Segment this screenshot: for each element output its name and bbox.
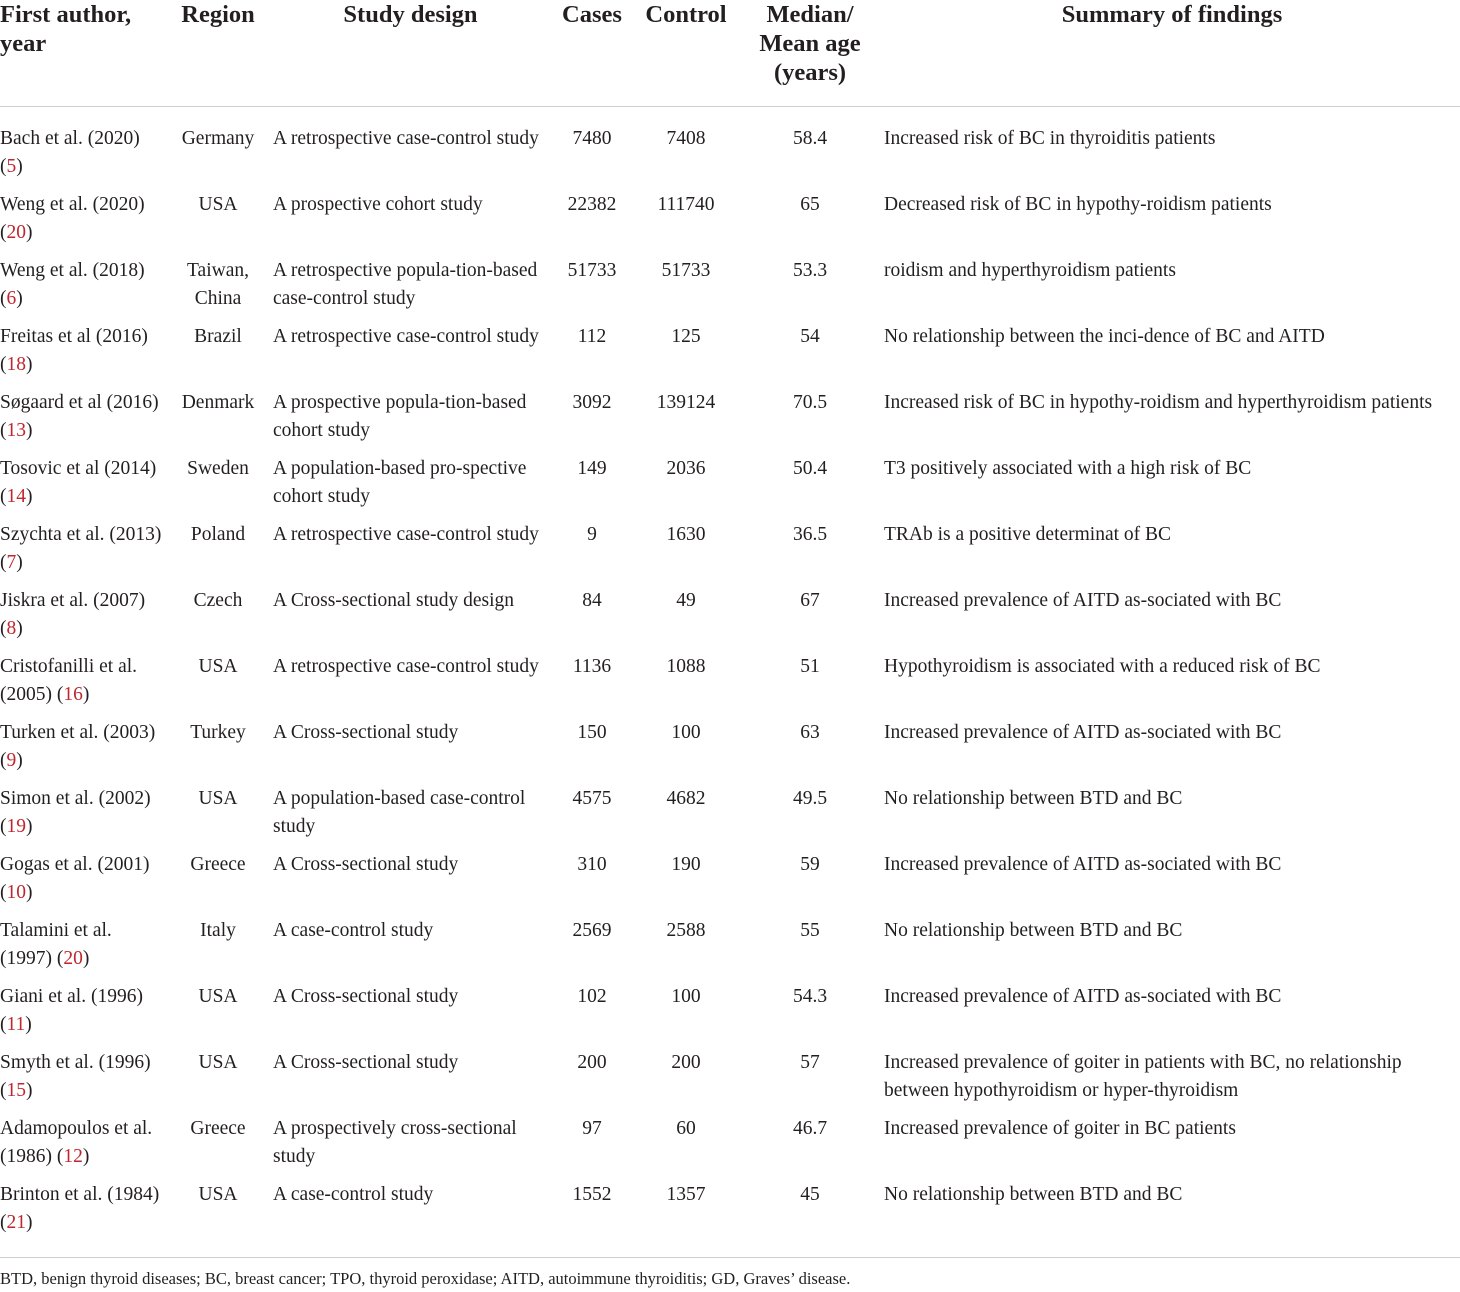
cell-summary: Increased prevalence of goiter in patients with BC, no relationship between hypothyroidism or hyper-thyroidism <box>884 1052 1402 1101</box>
table-row <box>0 323 1460 389</box>
cell-cases: 1552 <box>572 1184 612 1205</box>
cell-design: A Cross-sectional study <box>273 854 459 875</box>
cell-age: 63 <box>800 722 820 743</box>
author-text: Jiskra et al. (2007) <box>0 590 146 611</box>
reference-link[interactable]: 12 <box>63 1146 83 1167</box>
cell-summary: No relationship between BTD and BC <box>884 1184 1183 1205</box>
cell-cases: 3092 <box>572 392 612 413</box>
cell-control: 111740 <box>657 194 715 215</box>
footer-divider <box>0 1257 1460 1258</box>
cell-summary: T3 positively associated with a high risk of BC <box>884 458 1252 479</box>
cell-region: Taiwan, China <box>187 260 249 309</box>
cell-design: A prospective popula-tion-based cohort study <box>273 392 527 441</box>
cell-author: Brinton et al. (1984) (21) <box>0 1184 160 1233</box>
table-header <box>0 0 1460 107</box>
reference-link[interactable]: 10 <box>6 882 26 903</box>
reference-link[interactable]: 19 <box>6 816 26 837</box>
table-row <box>0 191 1460 257</box>
reference-link[interactable]: 21 <box>6 1212 26 1233</box>
cell-region: USA <box>198 1052 238 1073</box>
cell-cases: 150 <box>577 722 607 743</box>
cell-cases: 9 <box>587 524 597 545</box>
cell-age: 46.7 <box>792 1118 828 1139</box>
cell-control: 100 <box>671 986 701 1007</box>
reference-link[interactable]: 14 <box>6 486 26 507</box>
table-body <box>0 107 1460 1248</box>
header-author: First author, year <box>0 0 163 107</box>
cell-age: 67 <box>800 590 820 611</box>
reference-link[interactable]: 8 <box>6 618 17 639</box>
table-row <box>0 917 1460 983</box>
cell-control: 1630 <box>666 524 706 545</box>
cell-author: Szychta et al. (2013) (7) <box>0 524 162 573</box>
cell-age: 36.5 <box>792 524 828 545</box>
cell-control: 49 <box>676 590 696 611</box>
cell-author: Bach et al. (2020) (5) <box>0 128 140 177</box>
cell-summary: No relationship between BTD and BC <box>884 788 1183 809</box>
cell-age: 55 <box>800 920 820 941</box>
cell-design: A Cross-sectional study design <box>273 590 515 611</box>
cell-age: 58.4 <box>792 128 828 149</box>
author-text: Søgaard et al (2016) <box>0 392 159 413</box>
cell-author: Søgaard et al (2016) (13) <box>0 392 159 441</box>
cell-age: 54 <box>800 326 820 347</box>
table-row <box>0 257 1460 323</box>
table-row <box>0 785 1460 851</box>
cell-design: A prospective cohort study <box>273 194 483 215</box>
cell-design: A Cross-sectional study <box>273 1052 459 1073</box>
cell-age: 45 <box>800 1184 820 1205</box>
cell-region: Czech <box>193 590 243 611</box>
author-text: Tosovic et al (2014) <box>0 458 157 479</box>
cell-age: 57 <box>800 1052 820 1073</box>
table-row <box>0 389 1460 455</box>
author-text: Gogas et al. (2001) <box>0 854 150 875</box>
author-text: Adamopoulos et al. (1986) <box>0 1118 153 1167</box>
author-text: Weng et al. (2018) <box>0 260 145 281</box>
cell-control: 139124 <box>656 392 716 413</box>
cell-cases: 200 <box>577 1052 607 1073</box>
table-row <box>0 851 1460 917</box>
cell-cases: 84 <box>582 590 602 611</box>
author-text: Talamini et al. (1997) <box>0 920 112 969</box>
cell-author: Turken et al. (2003) (9) <box>0 722 156 771</box>
cell-design: A case-control study <box>273 920 434 941</box>
cell-author: Simon et al. (2002) (19) <box>0 788 151 837</box>
cell-cases: 97 <box>582 1118 602 1139</box>
cell-region: Denmark <box>181 392 255 413</box>
cell-design: A population-based case-control study <box>273 788 526 837</box>
author-text: Cristofanilli et al. (2005) <box>0 656 138 705</box>
cell-cases: 2569 <box>572 920 612 941</box>
cell-control: 7408 <box>666 128 706 149</box>
cell-design: A retrospective case-control study <box>273 326 539 347</box>
cell-control: 190 <box>671 854 701 875</box>
cell-summary: Increased prevalence of AITD as-sociated with BC <box>884 722 1282 743</box>
cell-region: Germany <box>181 128 255 149</box>
cell-author: Talamini et al. (1997) (20) <box>0 920 112 969</box>
cell-design: A Cross-sectional study <box>273 986 459 1007</box>
cell-age: 51 <box>800 656 820 677</box>
cell-control: 200 <box>671 1052 701 1073</box>
cell-cases: 112 <box>577 326 607 347</box>
table-row <box>0 653 1460 719</box>
reference-link[interactable]: 5 <box>6 156 17 177</box>
table-row <box>0 1181 1460 1247</box>
cell-author: Weng et al. (2018) (6) <box>0 260 145 309</box>
reference-link[interactable]: 6 <box>6 288 17 309</box>
author-text: Bach et al. (2020) <box>0 128 140 149</box>
reference-link[interactable]: 7 <box>6 552 17 573</box>
reference-link[interactable]: 16 <box>63 684 83 705</box>
cell-region: USA <box>198 656 238 677</box>
cell-author: Cristofanilli et al. (2005) (16) <box>0 656 138 705</box>
author-text: Turken et al. (2003) <box>0 722 156 743</box>
cell-design: A retrospective case-control study <box>273 524 539 545</box>
cell-author: Giani et al. (1996) (11) <box>0 986 143 1035</box>
cell-region: Greece <box>190 1118 246 1139</box>
cell-age: 54.3 <box>792 986 828 1007</box>
cell-author: Freitas et al (2016) (18) <box>0 326 148 375</box>
table-row <box>0 107 1460 192</box>
reference-link[interactable]: 11 <box>6 1014 26 1035</box>
cell-summary: Increased risk of BC in hypothy-roidism and hyperthyroidism patients <box>884 392 1433 413</box>
cell-control: 1357 <box>666 1184 706 1205</box>
reference-link[interactable]: 15 <box>6 1080 26 1101</box>
cell-control: 60 <box>676 1118 696 1139</box>
cell-design: A prospectively cross-sectional study <box>273 1118 517 1167</box>
cell-cases: 7480 <box>572 128 612 149</box>
cell-age: 53.3 <box>792 260 828 281</box>
author-text: Smyth et al. (1996) <box>0 1052 151 1073</box>
cell-region: Brazil <box>194 326 242 347</box>
cell-region: USA <box>198 1184 238 1205</box>
reference-link[interactable]: 9 <box>6 750 17 771</box>
header-cases: Cases <box>548 0 636 107</box>
cell-author: Smyth et al. (1996) (15) <box>0 1052 151 1101</box>
cell-summary: No relationship between the inci-dence of BC and AITD <box>884 326 1325 347</box>
table-footnote: BTD, benign thyroid diseases; BC, breast cancer; TPO, thyroid peroxidase; AITD, autoimmune thyroiditis; GD, Graves’ disease. <box>0 1269 851 1288</box>
cell-age: 59 <box>800 854 820 875</box>
cell-summary: Hypothyroidism is associated with a reduced risk of BC <box>884 656 1321 677</box>
author-text: Szychta et al. (2013) <box>0 524 162 545</box>
cell-cases: 310 <box>577 854 607 875</box>
cell-cases: 4575 <box>572 788 612 809</box>
table-row <box>0 521 1460 587</box>
cell-control: 2036 <box>666 458 706 479</box>
cell-summary: Increased prevalence of AITD as-sociated with BC <box>884 590 1282 611</box>
cell-cases: 1136 <box>572 656 612 677</box>
cell-design: A case-control study <box>273 1184 434 1205</box>
table-row <box>0 587 1460 653</box>
header-region: Region <box>163 0 273 107</box>
cell-author: Gogas et al. (2001) (10) <box>0 854 150 903</box>
cell-age: 50.4 <box>792 458 828 479</box>
table-row <box>0 719 1460 785</box>
header-control: Control <box>636 0 736 107</box>
cell-region: USA <box>198 788 238 809</box>
cell-control: 4682 <box>666 788 706 809</box>
author-text: Brinton et al. (1984) <box>0 1184 160 1205</box>
cell-design: A retrospective case-control study <box>273 128 539 149</box>
cell-cases: 51733 <box>567 260 617 281</box>
author-text: Simon et al. (2002) <box>0 788 151 809</box>
cell-region: Sweden <box>187 458 249 479</box>
cell-summary: TRAb is a positive determinat of BC <box>884 524 1172 545</box>
reference-link[interactable]: 20 <box>6 222 26 243</box>
table-row <box>0 455 1460 521</box>
reference-link[interactable]: 18 <box>6 354 26 375</box>
cell-cases: 22382 <box>567 194 617 215</box>
cell-control: 100 <box>671 722 701 743</box>
cell-summary: Decreased risk of BC in hypothy-roidism patients <box>884 194 1272 215</box>
cell-control: 125 <box>671 326 701 347</box>
cell-design: A population-based pro-spective cohort study <box>273 458 527 507</box>
reference-link[interactable]: 20 <box>63 948 83 969</box>
cell-age: 70.5 <box>792 392 828 413</box>
cell-control: 1088 <box>666 656 706 677</box>
cell-author: Weng et al. (2020) (20) <box>0 194 145 243</box>
cell-control: 2588 <box>666 920 706 941</box>
cell-design: A retrospective case-control study <box>273 656 539 677</box>
cell-author: Tosovic et al (2014) (14) <box>0 458 157 507</box>
author-text: Freitas et al (2016) <box>0 326 148 347</box>
cell-region: Poland <box>190 524 246 545</box>
cell-region: Italy <box>200 920 236 941</box>
cell-age: 65 <box>800 194 820 215</box>
cell-summary: Increased prevalence of AITD as-sociated with BC <box>884 986 1282 1007</box>
cell-summary: Increased risk of BC in thyroiditis patients <box>884 128 1216 149</box>
cell-author: Jiskra et al. (2007) (8) <box>0 590 146 639</box>
author-text: Giani et al. (1996) <box>0 986 143 1007</box>
cell-summary: No relationship between BTD and BC <box>884 920 1183 941</box>
cell-summary: roidism and hyperthyroidism patients <box>884 260 1176 281</box>
header-design: Study design <box>273 0 548 107</box>
reference-link[interactable]: 13 <box>6 420 26 441</box>
table-row <box>0 1049 1460 1115</box>
cell-control: 51733 <box>661 260 711 281</box>
cell-summary: Increased prevalence of AITD as-sociated with BC <box>884 854 1282 875</box>
cell-design: A retrospective popula-tion-based case-control study <box>273 260 538 309</box>
header-summary: Summary of findings <box>884 0 1460 107</box>
header-age: Median/ Mean age (years) <box>736 0 884 107</box>
table-row <box>0 983 1460 1049</box>
cell-region: USA <box>198 194 238 215</box>
cell-author: Adamopoulos et al. (1986) (12) <box>0 1118 153 1167</box>
cell-summary: Increased prevalence of goiter in BC patients <box>884 1118 1236 1139</box>
cell-cases: 149 <box>577 458 607 479</box>
cell-cases: 102 <box>577 986 607 1007</box>
cell-age: 49.5 <box>792 788 828 809</box>
cell-design: A Cross-sectional study <box>273 722 459 743</box>
cell-region: Turkey <box>190 722 246 743</box>
cell-region: USA <box>198 986 238 1007</box>
cell-region: Greece <box>190 854 246 875</box>
author-text: Weng et al. (2020) <box>0 194 145 215</box>
table-row <box>0 1115 1460 1181</box>
